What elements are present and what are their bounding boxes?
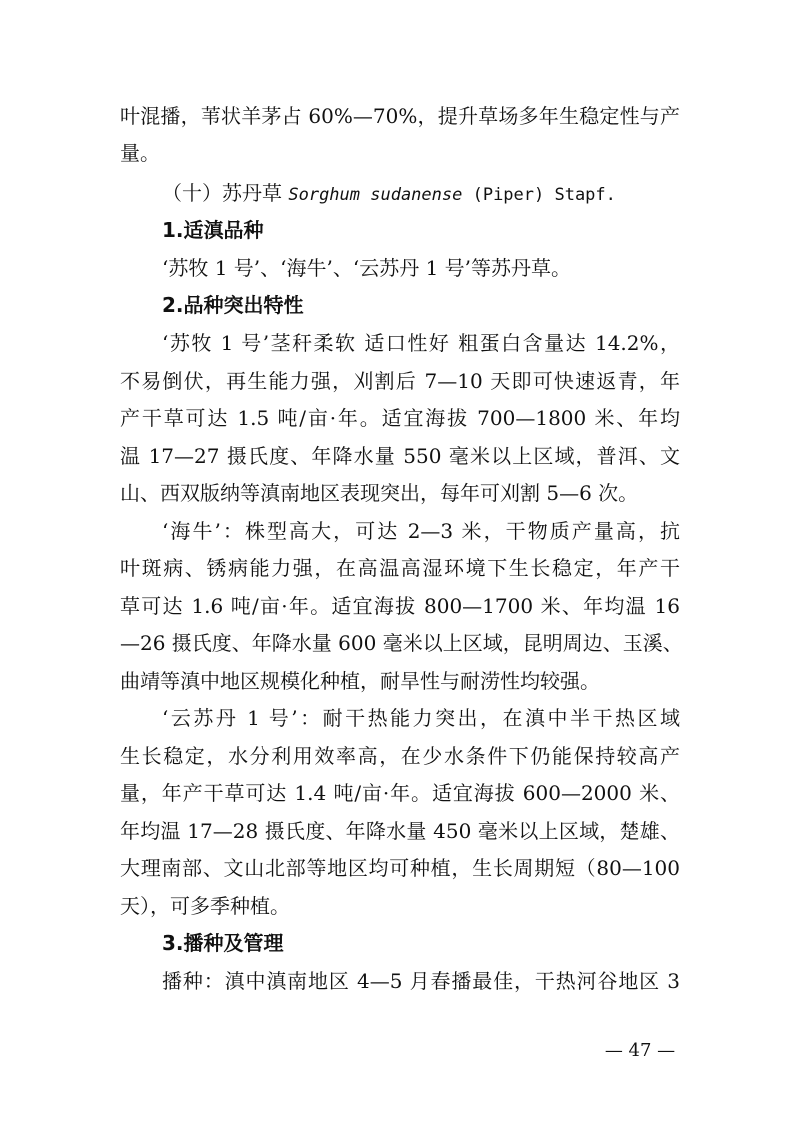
paragraph-line: 年均温 17—28 摄氏度、年降水量 450 毫米以上区域，楚雄、 xyxy=(120,819,680,843)
scientific-name xyxy=(288,185,616,205)
paragraph-line: 山、西双版纳等滇南地区表现突出，每年可刈割 5—6 次。 xyxy=(120,481,639,505)
paragraph-line: ‘云苏丹 1 号’：耐干热能力突出，在滇中半干热区域 xyxy=(162,706,680,730)
paragraph-line: 生长稳定，水分利用效率高，在少水条件下仍能保持较高产 xyxy=(120,744,680,768)
paragraph-line: 大理南部、文山北部等地区均可种植，生长周期短（80—100 xyxy=(120,856,680,880)
paragraph-line: ‘苏牧 1 号’茎秆柔软 适口性好 粗蛋白含量达 14.2%， xyxy=(162,331,680,355)
paragraph-line: 产干草可达 1.5 吨/亩·年。适宜海拔 700—1800 米、年均 xyxy=(120,406,680,430)
scientific-name-author: (Piper) Stapf. xyxy=(462,185,616,205)
page-number: — 47 — xyxy=(604,1040,676,1061)
paragraph-line: 叶混播，苇状羊茅占 60%—70%，提升草场多年生稳定性与产 xyxy=(120,104,680,128)
paragraph-line: 曲靖等滇中地区规模化种植，耐旱性与耐涝性均较强。 xyxy=(120,669,600,693)
paragraph-line: 叶斑病、锈病能力强，在高温高湿环境下生长稳定，年产干 xyxy=(120,556,680,580)
subheading: 2.品种突出特性 xyxy=(162,293,304,317)
paragraph-line: ‘海牛’：株型高大，可达 2—3 米，干物质产量高，抗 xyxy=(162,519,680,543)
paragraph-line: 温 17—27 摄氏度、年降水量 550 毫米以上区域，普洱、文 xyxy=(120,444,680,468)
paragraph-line: 量，年产干草可达 1.4 吨/亩·年。适宜海拔 600—2000 米、 xyxy=(120,781,680,805)
paragraph-line: 量。 xyxy=(120,141,160,165)
paragraph-line: 不易倒伏，再生能力强，刈割后 7—10 天即可快速返青，年 xyxy=(120,369,680,393)
subheading: 1.适滇品种 xyxy=(162,218,264,242)
subheading: 3.播种及管理 xyxy=(162,931,284,955)
paragraph-line: 草可达 1.6 吨/亩·年。适宜海拔 800—1700 米、年均温 16 xyxy=(120,594,680,618)
scientific-name-italic: Sorghum sudanense xyxy=(288,185,463,205)
paragraph-line: —26 摄氏度、年降水量 600 毫米以上区域，昆明周边、玉溪、 xyxy=(120,631,683,655)
section-title-prefix: （十）苏丹草 xyxy=(162,181,289,205)
section-title xyxy=(162,175,680,213)
paragraph-line: ‘苏牧 1 号’、‘海牛’、‘云苏丹 1 号’等苏丹草。 xyxy=(162,256,572,280)
paragraph-line: 天），可多季种植。 xyxy=(120,894,290,918)
paragraph-line: 播种：滇中滇南地区 4—5 月春播最佳，干热河谷地区 3 xyxy=(162,969,680,993)
